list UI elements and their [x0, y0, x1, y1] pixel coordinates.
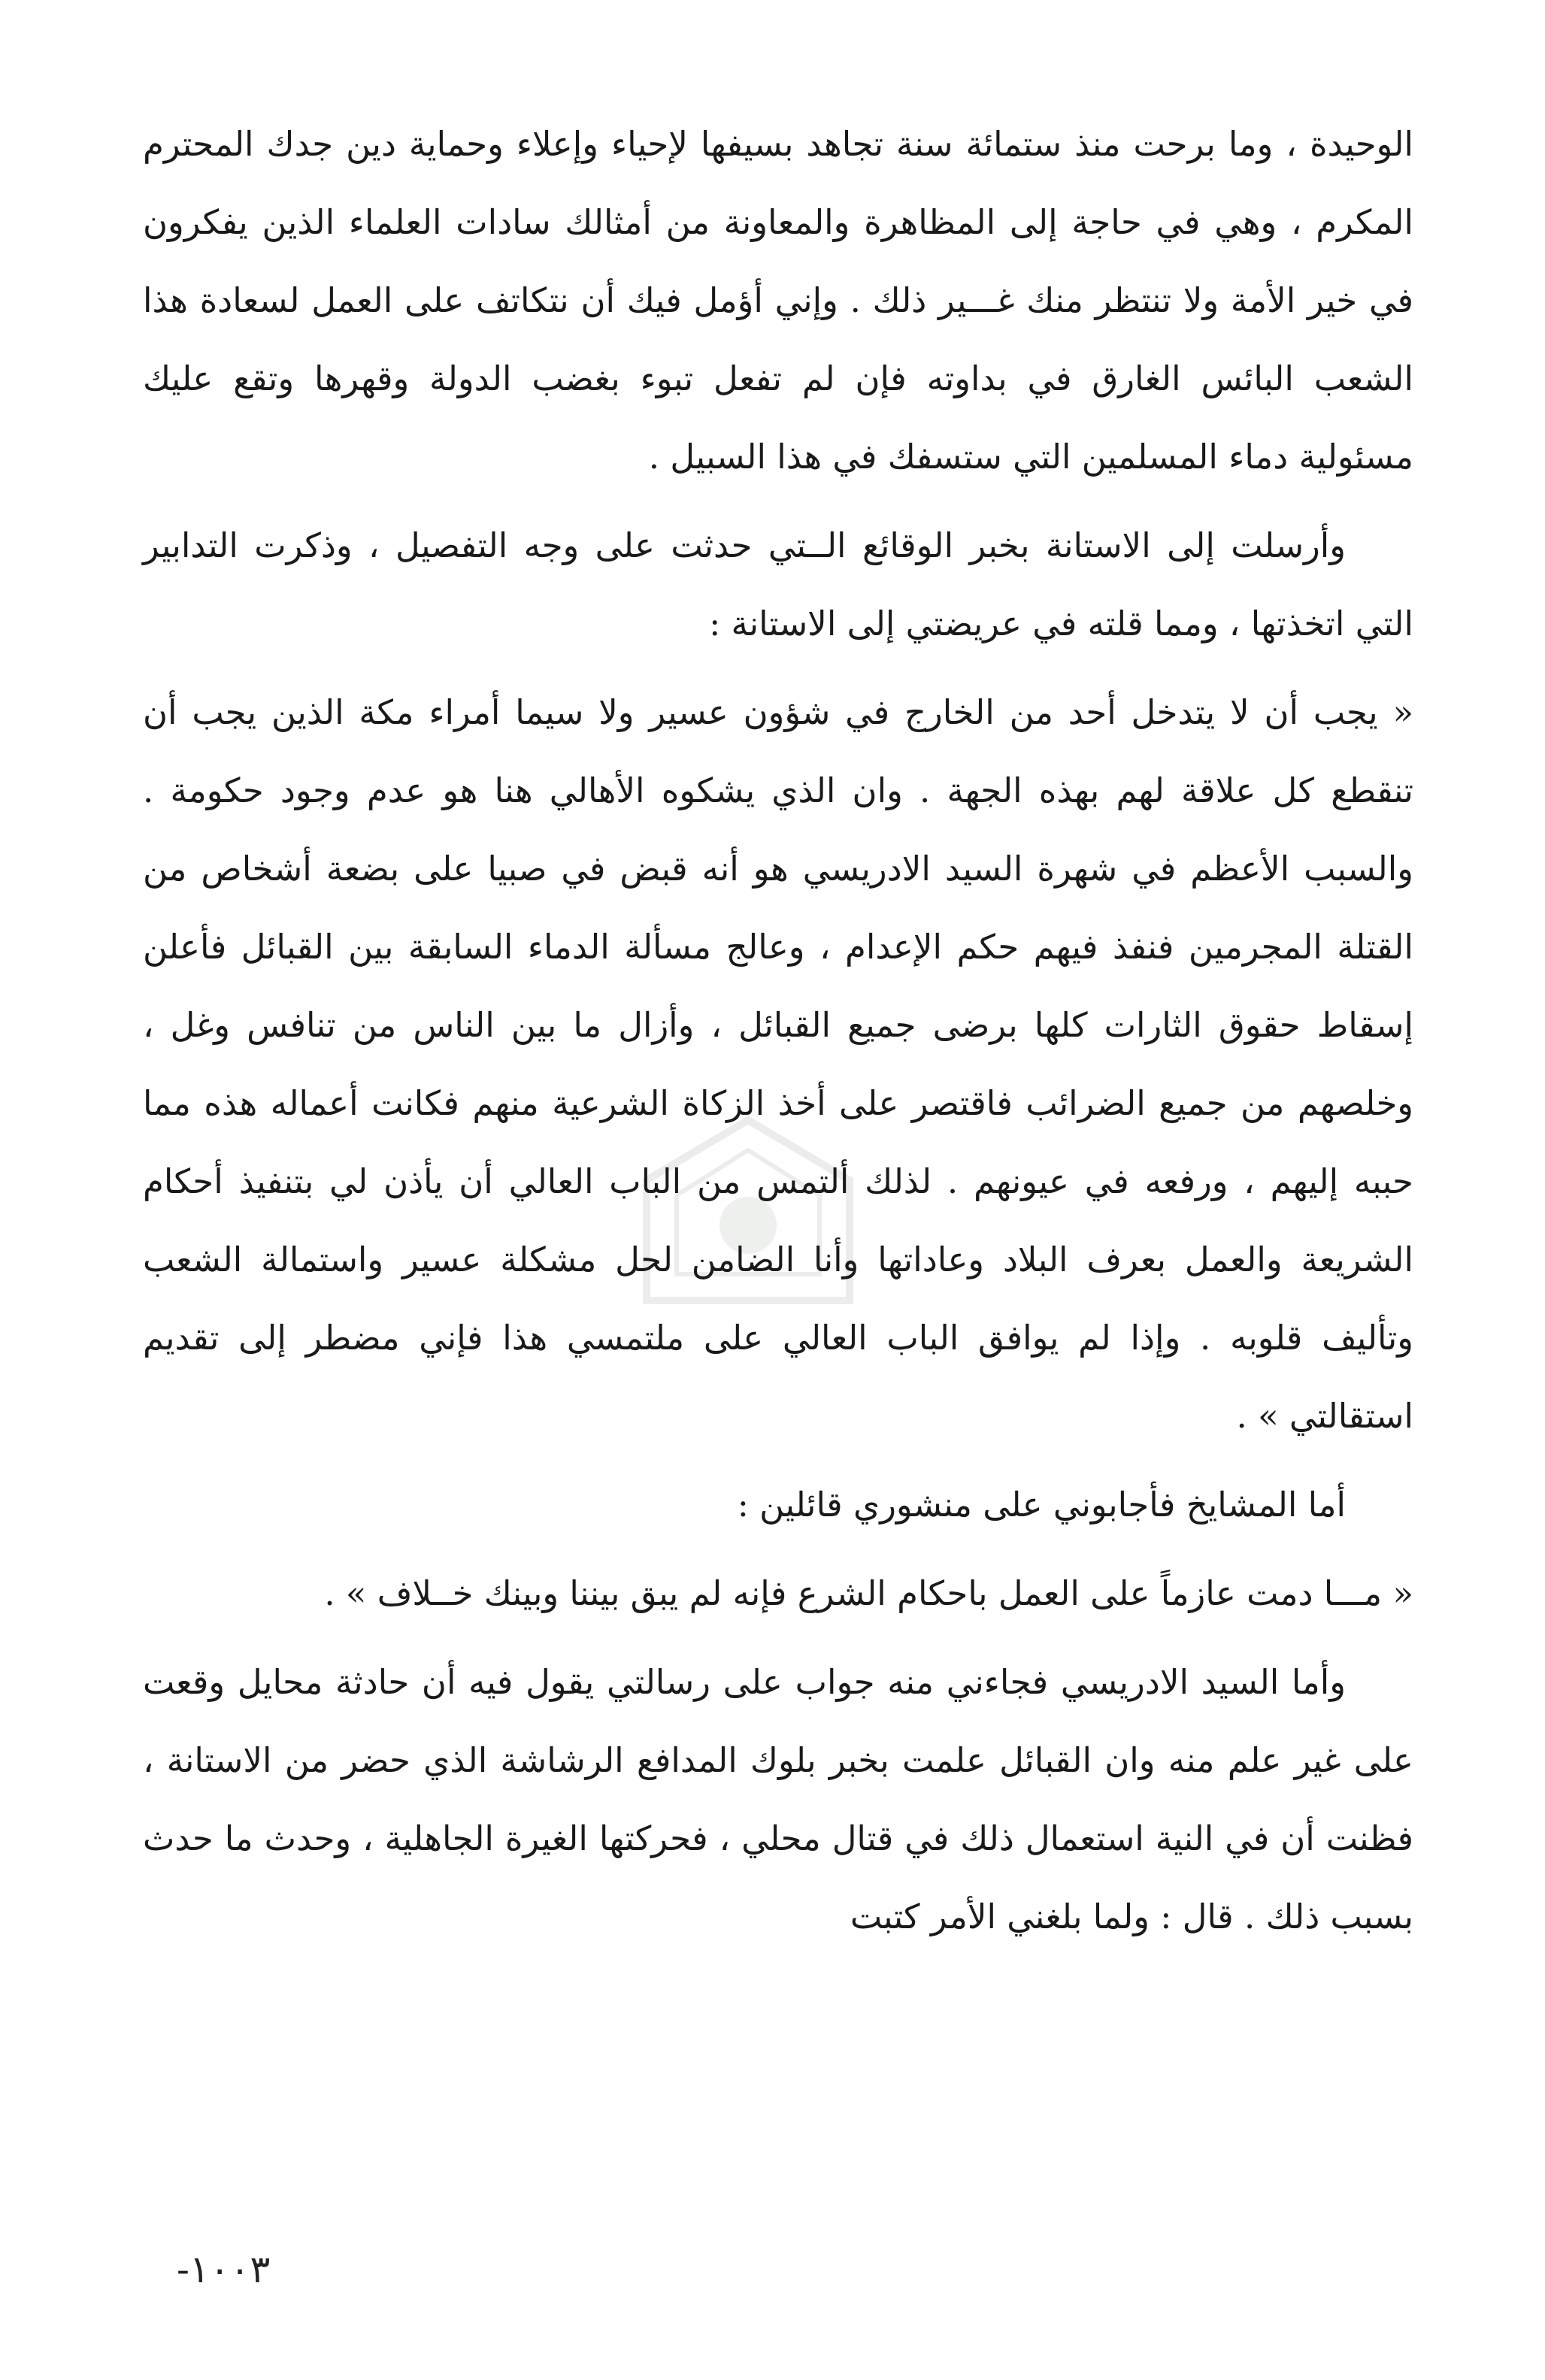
- book-page: [143, 105, 1413, 2285]
- paragraph-4: أما المشايخ فأجابوني على منشوري قائلين :: [737, 1485, 1346, 1525]
- paragraph-2: وأرسلت إلى الاستانة بخبر الوقائع الــتي حدثت على وجه التفصيل ، وذكرت التدابير التي اتخذتها ، ومما قلته في عريضتي إلى الاستانة :: [143, 525, 1413, 643]
- paragraph-3-quote: « يجب أن لا يتدخل أحد من الخارج في شؤون عسير ولا سيما أمراء مكة الذين يجب أن تنقطع كل علاقة لهم بهذه الجهة . وان الذي يشكوه الأهالي هنا هو عدم وجود حكومة . والسبب الأعظم في شهرة السيد الادريسي هو أنه قبض في صبيا على بضعة أشخاص من القتلة المجرمين فنفذ فيهم حكم الإعدام ، وعالج مسألة الدماء السابقة بين القبائل فأعلن إسقاط حقوق الثارات كلها برضى جميع القبائل ، وأزال ما بين الناس من تنافس وغل ، وخلصهم من جميع الضرائب فاقتصر على أخذ الزكاة الشرعية منهم فكانت أعماله هذه مما حببه إليهم ، ورفعه في عيونهم . لذلك ألتمس من الباب العالي أن يأذن لي بتنفيذ أحكام الشريعة والعمل بعرف البلاد وعاداتها وأنا الضامن لحل مشكلة عسير واستمالة الشعب وتأليف قلوبه . وإذا لم يوافق الباب العالي على ملتمسي هذا فإني مضطر إلى تقديم استقالتي » .: [143, 692, 1413, 1436]
- paragraph-1: الوحيدة ، وما برحت منذ ستمائة سنة تجاهد بسيفها لإحياء وإعلاء وحماية دين جدك المحترم المكرم ، وهي في حاجة إلى المظاهرة والمعاونة من أمثالك سادات العلماء الذين يفكرون في خير الأمة ولا تنتظر منك غـــير ذلك . وإني أؤمل فيك أن نتكاتف على العمل لسعادة هذا الشعب البائس الغارق في بداوته فإن لم تفعل تبوء بغضب الدولة وقهرها وتقع عليك مسئولية دماء المسلمين التي ستسفك في هذا السبيل .: [143, 124, 1413, 477]
- paragraph-6: وأما السيد الادريسي فجاءني منه جواب على رسالتي يقول فيه أن حادثة محايل وقعت على غير علم منه وان القبائل علمت بخبر بلوك المدافع الرشاشة الذي حضر من الاستانة ، فظنت أن في النية استعمال ذلك في قتال محلي ، فحركتها الغيرة الجاهلية ، وحدث ما حدث بسبب ذلك . قال : ولما بلغني الأمر كتبت: [143, 1662, 1413, 1936]
- paragraph-5-quote: « مـــا دمت عازماً على العمل باحكام الشرع فإنه لم يبق بيننا وبينك خــلاف » .: [324, 1573, 1413, 1613]
- page-number: -١٠٠٣: [177, 2248, 271, 2291]
